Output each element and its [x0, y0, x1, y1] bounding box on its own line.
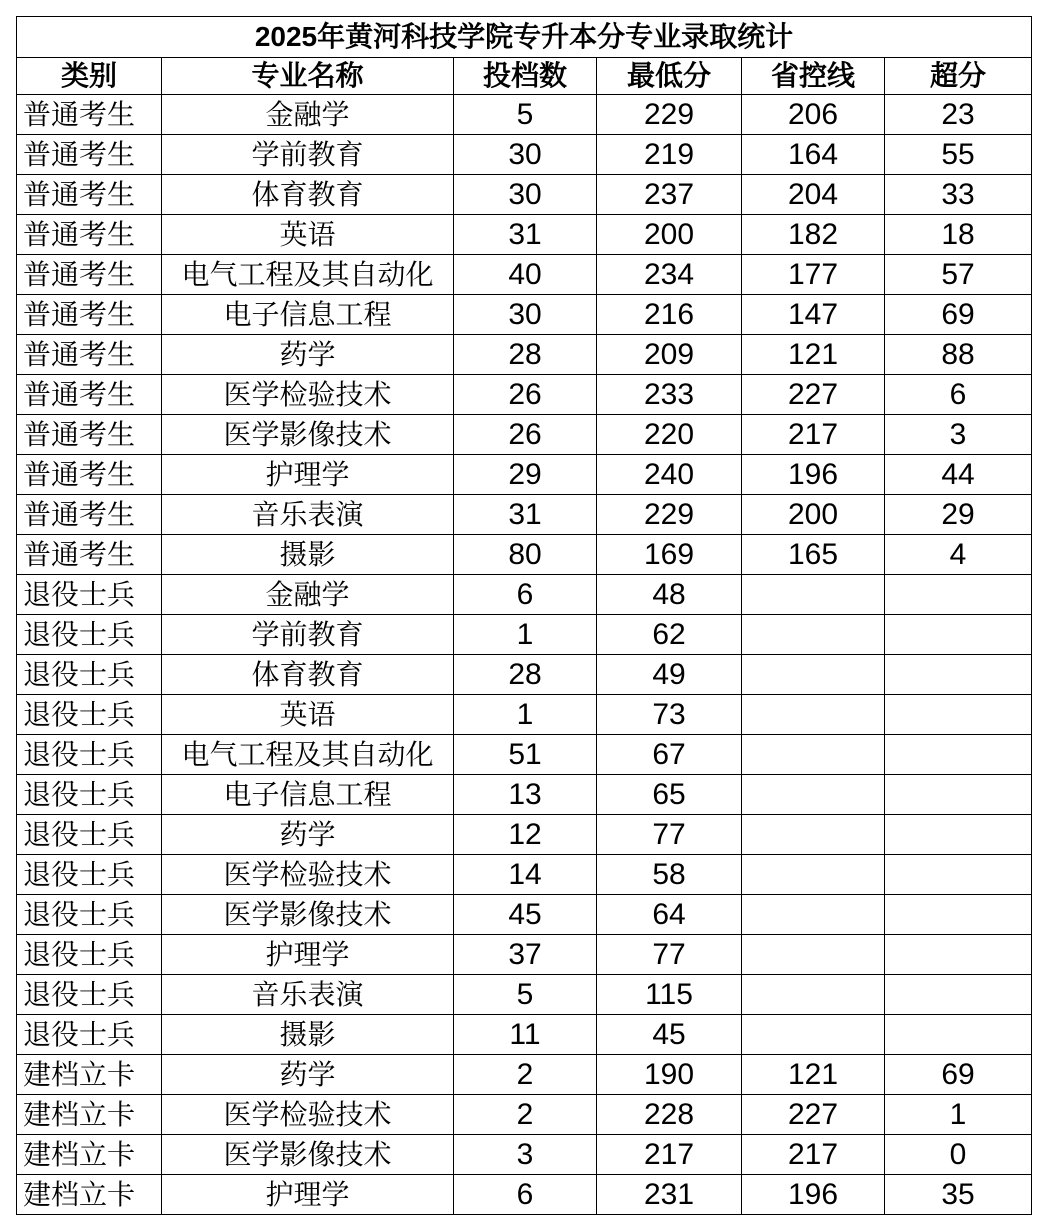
cell-category: 退役士兵	[17, 1015, 162, 1055]
cell-category: 普通考生	[17, 455, 162, 495]
cell-min-score: 77	[597, 935, 742, 975]
cell-category: 退役士兵	[17, 815, 162, 855]
cell-min-score: 45	[597, 1015, 742, 1055]
cell-min-score: 73	[597, 695, 742, 735]
cell-submitted: 6	[454, 575, 597, 615]
header-row	[17, 58, 1032, 95]
cell-submitted: 26	[454, 415, 597, 455]
cell-over-score: 3	[885, 415, 1032, 455]
cell-major: 学前教育	[162, 135, 454, 175]
cell-submitted: 29	[454, 455, 597, 495]
cell-major: 护理学	[162, 1175, 454, 1215]
cell-min-score: 229	[597, 495, 742, 535]
cell-submitted: 30	[454, 175, 597, 215]
cell-major: 英语	[162, 695, 454, 735]
cell-category: 普通考生	[17, 415, 162, 455]
cell-category: 普通考生	[17, 295, 162, 335]
header-min-score: 最低分	[597, 58, 742, 95]
cell-over-score: 33	[885, 175, 1032, 215]
cell-over-score	[885, 735, 1032, 775]
table-row	[17, 855, 1032, 895]
table-row	[17, 895, 1032, 935]
cell-over-score	[885, 695, 1032, 735]
cell-submitted: 13	[454, 775, 597, 815]
cell-over-score	[885, 775, 1032, 815]
cell-major: 电子信息工程	[162, 775, 454, 815]
cell-min-score: 169	[597, 535, 742, 575]
cell-submitted: 45	[454, 895, 597, 935]
cell-over-score: 69	[885, 295, 1032, 335]
cell-category: 普通考生	[17, 335, 162, 375]
cell-control-line	[742, 615, 885, 655]
admission-table	[16, 16, 1032, 1215]
table-row	[17, 935, 1032, 975]
table-title: 2025年黄河科技学院专升本分专业录取统计	[17, 17, 1032, 58]
cell-category: 退役士兵	[17, 575, 162, 615]
cell-min-score: 65	[597, 775, 742, 815]
cell-over-score: 44	[885, 455, 1032, 495]
table-row	[17, 215, 1032, 255]
cell-category: 退役士兵	[17, 975, 162, 1015]
cell-category: 退役士兵	[17, 855, 162, 895]
table-row	[17, 175, 1032, 215]
cell-min-score: 62	[597, 615, 742, 655]
cell-major: 电气工程及其自动化	[162, 735, 454, 775]
cell-submitted: 2	[454, 1095, 597, 1135]
cell-submitted: 30	[454, 135, 597, 175]
table-row	[17, 775, 1032, 815]
table-row	[17, 1015, 1032, 1055]
cell-submitted: 6	[454, 1175, 597, 1215]
cell-major: 护理学	[162, 455, 454, 495]
cell-category: 退役士兵	[17, 655, 162, 695]
cell-min-score: 220	[597, 415, 742, 455]
cell-major: 医学影像技术	[162, 1135, 454, 1175]
cell-min-score: 237	[597, 175, 742, 215]
cell-control-line: 200	[742, 495, 885, 535]
cell-over-score	[885, 935, 1032, 975]
cell-major: 金融学	[162, 575, 454, 615]
table-row	[17, 975, 1032, 1015]
cell-control-line: 196	[742, 1175, 885, 1215]
cell-min-score: 200	[597, 215, 742, 255]
table-row	[17, 495, 1032, 535]
cell-submitted: 1	[454, 695, 597, 735]
table-row	[17, 1095, 1032, 1135]
cell-over-score: 69	[885, 1055, 1032, 1095]
cell-min-score: 190	[597, 1055, 742, 1095]
cell-major: 音乐表演	[162, 495, 454, 535]
cell-control-line: 196	[742, 455, 885, 495]
cell-category: 退役士兵	[17, 695, 162, 735]
cell-submitted: 28	[454, 655, 597, 695]
cell-submitted: 5	[454, 975, 597, 1015]
cell-control-line	[742, 935, 885, 975]
cell-category: 建档立卡	[17, 1095, 162, 1135]
table-row	[17, 1135, 1032, 1175]
table-row	[17, 655, 1032, 695]
table-row	[17, 535, 1032, 575]
cell-over-score	[885, 815, 1032, 855]
cell-submitted: 80	[454, 535, 597, 575]
cell-over-score	[885, 1015, 1032, 1055]
table-row	[17, 295, 1032, 335]
cell-over-score	[885, 655, 1032, 695]
cell-min-score: 48	[597, 575, 742, 615]
cell-category: 建档立卡	[17, 1135, 162, 1175]
cell-control-line: 227	[742, 1095, 885, 1135]
table-row	[17, 815, 1032, 855]
cell-control-line	[742, 575, 885, 615]
cell-submitted: 12	[454, 815, 597, 855]
cell-min-score: 115	[597, 975, 742, 1015]
cell-submitted: 30	[454, 295, 597, 335]
cell-major: 医学影像技术	[162, 415, 454, 455]
cell-major: 电子信息工程	[162, 295, 454, 335]
cell-category: 建档立卡	[17, 1175, 162, 1215]
cell-control-line: 206	[742, 95, 885, 135]
table-row	[17, 1055, 1032, 1095]
cell-submitted: 51	[454, 735, 597, 775]
cell-over-score: 55	[885, 135, 1032, 175]
cell-min-score: 216	[597, 295, 742, 335]
cell-min-score: 234	[597, 255, 742, 295]
cell-min-score: 233	[597, 375, 742, 415]
cell-category: 普通考生	[17, 215, 162, 255]
cell-over-score: 0	[885, 1135, 1032, 1175]
cell-over-score: 29	[885, 495, 1032, 535]
cell-category: 退役士兵	[17, 735, 162, 775]
cell-over-score: 4	[885, 535, 1032, 575]
cell-control-line	[742, 695, 885, 735]
header-category: 类别	[17, 58, 162, 95]
cell-control-line	[742, 855, 885, 895]
cell-major: 药学	[162, 335, 454, 375]
cell-category: 普通考生	[17, 375, 162, 415]
table-row	[17, 255, 1032, 295]
cell-submitted: 3	[454, 1135, 597, 1175]
table-row	[17, 95, 1032, 135]
cell-category: 退役士兵	[17, 895, 162, 935]
cell-category: 普通考生	[17, 135, 162, 175]
cell-category: 建档立卡	[17, 1055, 162, 1095]
cell-major: 体育教育	[162, 655, 454, 695]
cell-control-line	[742, 655, 885, 695]
table-row	[17, 575, 1032, 615]
cell-submitted: 31	[454, 495, 597, 535]
cell-control-line: 177	[742, 255, 885, 295]
cell-major: 摄影	[162, 535, 454, 575]
table-row	[17, 1175, 1032, 1215]
cell-control-line	[742, 775, 885, 815]
cell-control-line	[742, 895, 885, 935]
cell-category: 退役士兵	[17, 775, 162, 815]
cell-category: 退役士兵	[17, 935, 162, 975]
cell-submitted: 28	[454, 335, 597, 375]
cell-major: 体育教育	[162, 175, 454, 215]
cell-category: 普通考生	[17, 495, 162, 535]
title-row	[17, 17, 1032, 58]
cell-control-line: 217	[742, 415, 885, 455]
cell-major: 金融学	[162, 95, 454, 135]
cell-control-line: 147	[742, 295, 885, 335]
cell-control-line: 165	[742, 535, 885, 575]
table-row	[17, 735, 1032, 775]
cell-min-score: 64	[597, 895, 742, 935]
cell-control-line: 121	[742, 1055, 885, 1095]
cell-major: 音乐表演	[162, 975, 454, 1015]
cell-major: 电气工程及其自动化	[162, 255, 454, 295]
cell-control-line: 204	[742, 175, 885, 215]
cell-category: 退役士兵	[17, 615, 162, 655]
cell-min-score: 229	[597, 95, 742, 135]
header-submitted: 投档数	[454, 58, 597, 95]
cell-over-score: 88	[885, 335, 1032, 375]
cell-submitted: 5	[454, 95, 597, 135]
header-major: 专业名称	[162, 58, 454, 95]
cell-major: 摄影	[162, 1015, 454, 1055]
cell-submitted: 11	[454, 1015, 597, 1055]
cell-over-score	[885, 975, 1032, 1015]
cell-major: 学前教育	[162, 615, 454, 655]
cell-min-score: 49	[597, 655, 742, 695]
cell-submitted: 2	[454, 1055, 597, 1095]
cell-submitted: 37	[454, 935, 597, 975]
cell-control-line: 164	[742, 135, 885, 175]
cell-over-score: 35	[885, 1175, 1032, 1215]
cell-over-score	[885, 575, 1032, 615]
cell-submitted: 1	[454, 615, 597, 655]
table-row	[17, 335, 1032, 375]
cell-category: 普通考生	[17, 175, 162, 215]
cell-major: 药学	[162, 815, 454, 855]
table-row	[17, 135, 1032, 175]
cell-submitted: 40	[454, 255, 597, 295]
cell-over-score: 1	[885, 1095, 1032, 1135]
table-row	[17, 415, 1032, 455]
table-row	[17, 615, 1032, 655]
cell-major: 药学	[162, 1055, 454, 1095]
cell-major: 医学检验技术	[162, 855, 454, 895]
cell-min-score: 231	[597, 1175, 742, 1215]
cell-major: 医学影像技术	[162, 895, 454, 935]
cell-min-score: 58	[597, 855, 742, 895]
table-row	[17, 375, 1032, 415]
header-control-line: 省控线	[742, 58, 885, 95]
table-row	[17, 455, 1032, 495]
cell-control-line: 227	[742, 375, 885, 415]
cell-submitted: 26	[454, 375, 597, 415]
cell-major: 医学检验技术	[162, 1095, 454, 1135]
cell-min-score: 219	[597, 135, 742, 175]
cell-control-line: 217	[742, 1135, 885, 1175]
cell-submitted: 31	[454, 215, 597, 255]
cell-min-score: 228	[597, 1095, 742, 1135]
cell-major: 医学检验技术	[162, 375, 454, 415]
cell-control-line	[742, 735, 885, 775]
cell-category: 普通考生	[17, 535, 162, 575]
cell-control-line	[742, 975, 885, 1015]
cell-category: 普通考生	[17, 95, 162, 135]
cell-control-line	[742, 815, 885, 855]
cell-min-score: 240	[597, 455, 742, 495]
cell-category: 普通考生	[17, 255, 162, 295]
cell-over-score: 23	[885, 95, 1032, 135]
cell-control-line	[742, 1015, 885, 1055]
cell-min-score: 67	[597, 735, 742, 775]
header-over-score: 超分	[885, 58, 1032, 95]
cell-control-line: 182	[742, 215, 885, 255]
cell-over-score: 18	[885, 215, 1032, 255]
cell-over-score	[885, 615, 1032, 655]
cell-min-score: 217	[597, 1135, 742, 1175]
cell-submitted: 14	[454, 855, 597, 895]
cell-min-score: 209	[597, 335, 742, 375]
cell-major: 护理学	[162, 935, 454, 975]
cell-major: 英语	[162, 215, 454, 255]
cell-control-line: 121	[742, 335, 885, 375]
cell-over-score	[885, 895, 1032, 935]
table-row	[17, 695, 1032, 735]
cell-over-score: 57	[885, 255, 1032, 295]
cell-over-score: 6	[885, 375, 1032, 415]
cell-min-score: 77	[597, 815, 742, 855]
cell-over-score	[885, 855, 1032, 895]
